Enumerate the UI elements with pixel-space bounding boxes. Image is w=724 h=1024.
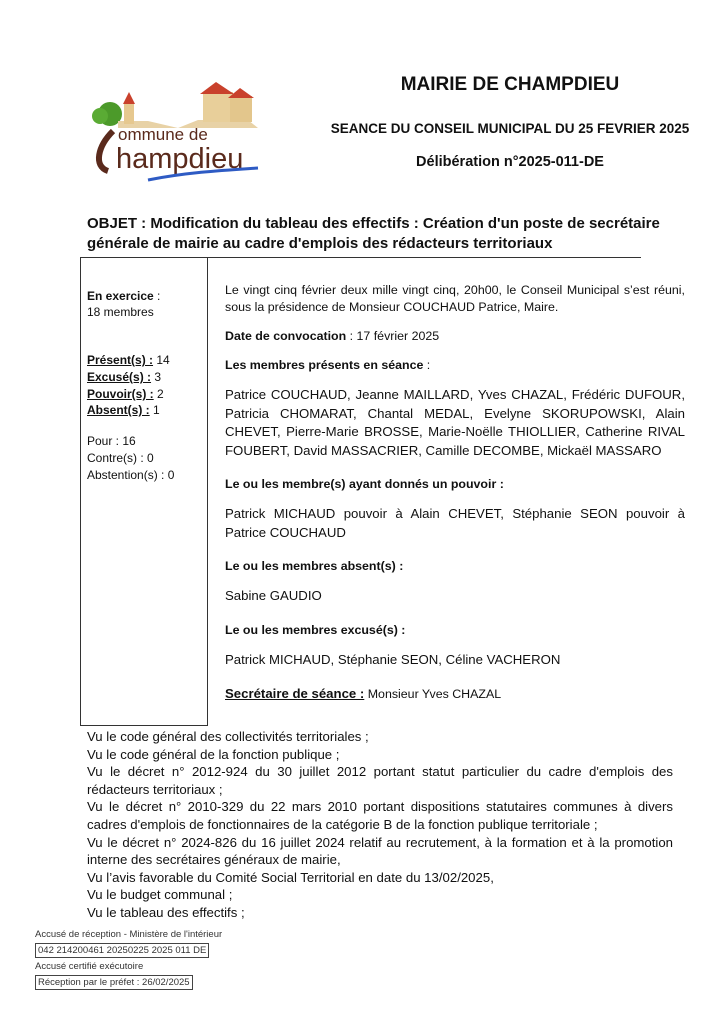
seance-details (225, 282, 685, 715)
visa-item: Vu le code général des collectivités territoriales ; (87, 729, 369, 744)
visa-item: Vu le tableau des effectifs ; (87, 904, 245, 920)
visa-item: Vu le décret n° 2024-826 du 16 juillet 2024 relatif au recrutement, à la formation et à la promotion interne des secrétaires généraux de mairie, (87, 834, 673, 868)
excuses-count: Excusé(s) : 3 (87, 370, 162, 384)
convocation: Date de convocation : 17 février 2025 (225, 329, 440, 343)
stamp-date: Réception par le préfet : 26/02/2025 (35, 975, 193, 990)
exercice: En exercice : (87, 289, 161, 303)
logo-text: ommune de (118, 125, 208, 144)
presents-list: Patrice COUCHAUD, Jeanne MAILLARD, Yves CHAZAL, Frédéric DUFOUR, Patricia CHOMARAT, Chantal MEDAL, Evelyne SKORUPOWSKI, Alain CHEVET, Pierre-Marie BROSSE, Marie-Noëlle THIOLLIER, Catherine RIVAL FOUBERT, David MASSACRIER, Camille DECOMBE, Mickaël MASSARO (225, 387, 685, 458)
vote-abstention: Abstention(s) : 0 (87, 468, 175, 482)
stamp-line: Accusé de réception - Ministère de l'intérieur (35, 929, 223, 940)
objet-text: Modification du tableau des effectifs : Création d'un poste de secrétaire générale de mairie au cadre d'emplois des rédacteurs territoriaux (87, 215, 660, 252)
pouvoir-list: Patrick MICHAUD pouvoir à Alain CHEVET, Stéphanie SEON pouvoir à Patrice COUCHAUD (225, 506, 685, 540)
svg-text:hampdieu: hampdieu (116, 143, 244, 175)
objet (87, 214, 667, 254)
pouvoir-heading: Le ou les membre(s) ayant donnés un pouvoir : (225, 477, 504, 491)
presents-heading: Les membres présents en séance : (225, 358, 431, 372)
excuse-list: Patrick MICHAUD, Stéphanie SEON, Céline VACHERON (225, 651, 561, 667)
secretaire: Secrétaire de séance : Monsieur Yves CHAZAL (225, 686, 502, 701)
presents-count: Présent(s) : 14 (87, 353, 170, 367)
stamp-id: 042 214200461 20250225 2025 011 DE (35, 943, 209, 958)
commune-logo (88, 76, 268, 186)
reception-stamp (35, 928, 222, 992)
stamp-line: Accusé certifié exécutoire (35, 961, 144, 972)
deliberation-number: Délibération n°2025-011-DE (416, 154, 604, 170)
seance-title: SEANCE DU CONSEIL MUNICIPAL DU 25 FEVRIER 2025 (330, 121, 690, 136)
visa-item: Vu le budget communal ; (87, 887, 233, 903)
mairie-title: MAIRIE DE CHAMPDIEU (400, 74, 620, 95)
intro: Le vingt cinq février deux mille vingt cinq, 20h00, le Conseil Municipal s’est réuni, sous la présidence de Monsieur COUCHAUD Patrice, Maire. (225, 283, 685, 314)
visa-item: Vu le décret n° 2010-329 du 22 mars 2010 portant dispositions statutaires communes à divers cadres d'emplois de fonctionnaires de la catégorie B de la fonction publique territoriale ; (87, 799, 673, 832)
absents-count: Absent(s) : 1 (87, 403, 160, 417)
objet-label: OBJET : (87, 215, 147, 232)
excuse-heading: Le ou les membres excusé(s) : (225, 622, 406, 637)
absent-heading: Le ou les membres absent(s) : (225, 559, 404, 573)
visa-item: Vu l’avis favorable du Comité Social Territorial en date du 13/02/2025, (87, 869, 494, 885)
visa-item: Vu le décret n° 2012-924 du 30 juillet 2012 portant statut particulier du cadre d'emplois des rédacteurs territoriaux ; (87, 764, 673, 797)
absent-list: Sabine GAUDIO (225, 588, 322, 603)
membres-count: 18 membres (87, 305, 154, 319)
village-illustration-icon (88, 76, 268, 186)
votes-box (80, 257, 208, 726)
vote-contre: Contre(s) : 0 (87, 451, 154, 465)
pouvoirs-count: Pouvoir(s) : 2 (87, 387, 164, 401)
vote-pour: Pour : 16 (87, 434, 136, 448)
visas (87, 728, 673, 922)
visa-item: Vu le code général de la fonction publique ; (87, 746, 340, 762)
